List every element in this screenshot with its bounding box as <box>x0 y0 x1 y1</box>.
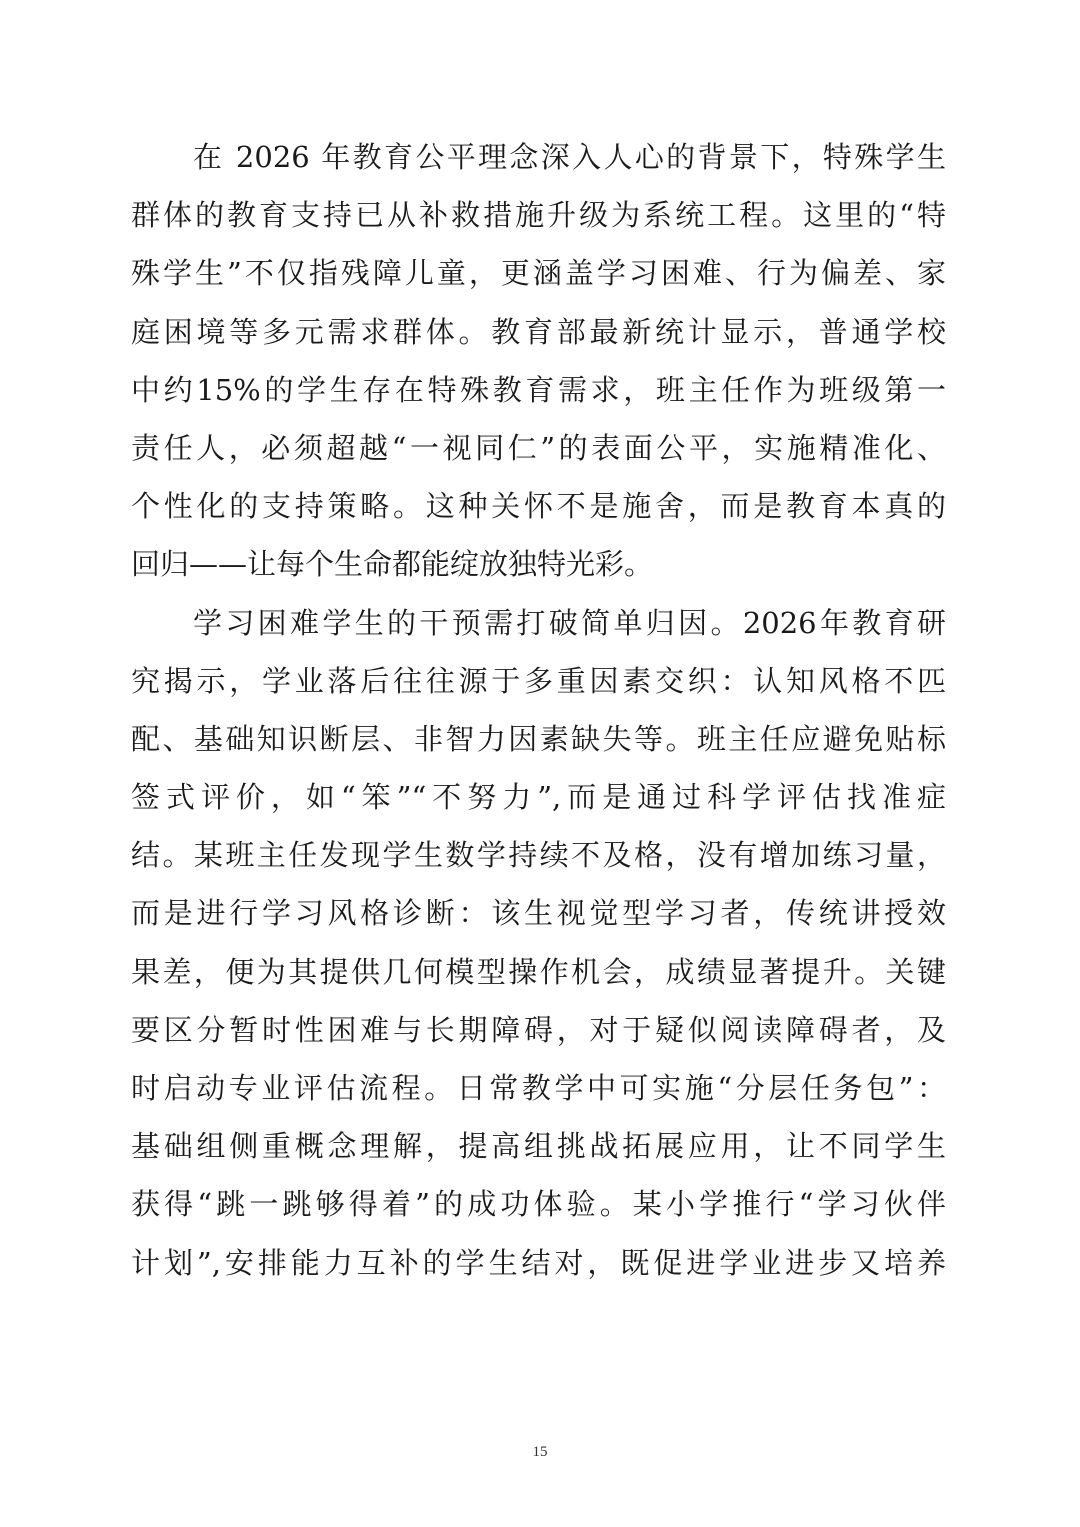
paragraph-2-line-6: 而是进行学习风格诊断：该生视觉型学习者，传统讲授效 <box>131 896 946 931</box>
paragraph-2-line-8: 要区分暂时性困难与长期障碍，对于疑似阅读障碍者，及 <box>131 1012 946 1047</box>
page-number: 15 <box>532 1444 548 1460</box>
paragraph-1-line-5: 中约15%的学生存在特殊教育需求，班主任作为班级第一 <box>131 372 946 407</box>
body-text <box>131 128 946 1292</box>
paragraph-2-line-3: 配、基础知识断层、非智力因素缺失等。班主任应避免贴标 <box>131 721 946 756</box>
paragraph-1-line-6: 责任人，必须超越“一视同仁”的表面公平，实施精准化、 <box>131 430 946 465</box>
paragraph-2-line-2: 究揭示，学业落后往往源于多重因素交织：认知风格不匹 <box>131 663 946 698</box>
paragraph-1-line-1: 在 2026 年教育公平理念深入人心的背景下，特殊学生 <box>193 140 946 174</box>
paragraph-1-line-8: 回归——让每个生命都能绽放独特光彩。 <box>131 547 654 582</box>
paragraph-1-line-3: 殊学生”不仅指残障儿童，更涵盖学习困难、行为偏差、家 <box>131 256 946 291</box>
paragraph-1-line-2: 群体的教育支持已从补救措施升级为系统工程。这里的“特 <box>131 198 946 233</box>
paragraph-1-line-7: 个性化的支持策略。这种关怀不是施舍，而是教育本真的 <box>131 489 946 524</box>
paragraph-2-line-5: 结。某班主任发现学生数学持续不及格，没有增加练习量， <box>131 838 946 873</box>
paragraph-2-line-11: 获得“跳一跳够得着”的成功体验。某小学推行“学习伙伴 <box>131 1187 946 1222</box>
paragraph-2-line-1: 学习困难学生的干预需打破简单归因。2026年教育研 <box>193 605 946 640</box>
paragraph-1-line-4: 庭困境等多元需求群体。教育部最新统计显示，普通学校 <box>131 314 946 349</box>
paragraph-2-line-7: 果差，便为其提供几何模型操作机会，成绩显著提升。关键 <box>131 954 946 989</box>
paragraph-2-line-9: 时启动专业评估流程。日常教学中可实施“分层任务包”： <box>131 1071 946 1105</box>
paragraph-2-line-12: 计划”,安排能力互补的学生结对，既促进学业进步又培养 <box>131 1245 946 1280</box>
paragraph-2-line-10: 基础组侧重概念理解，提高组挑战拓展应用，让不同学生 <box>131 1129 946 1164</box>
paragraph-2-line-4: 签式评价，如“笨”“不努力”,而是通过科学评估找准症 <box>131 780 946 815</box>
